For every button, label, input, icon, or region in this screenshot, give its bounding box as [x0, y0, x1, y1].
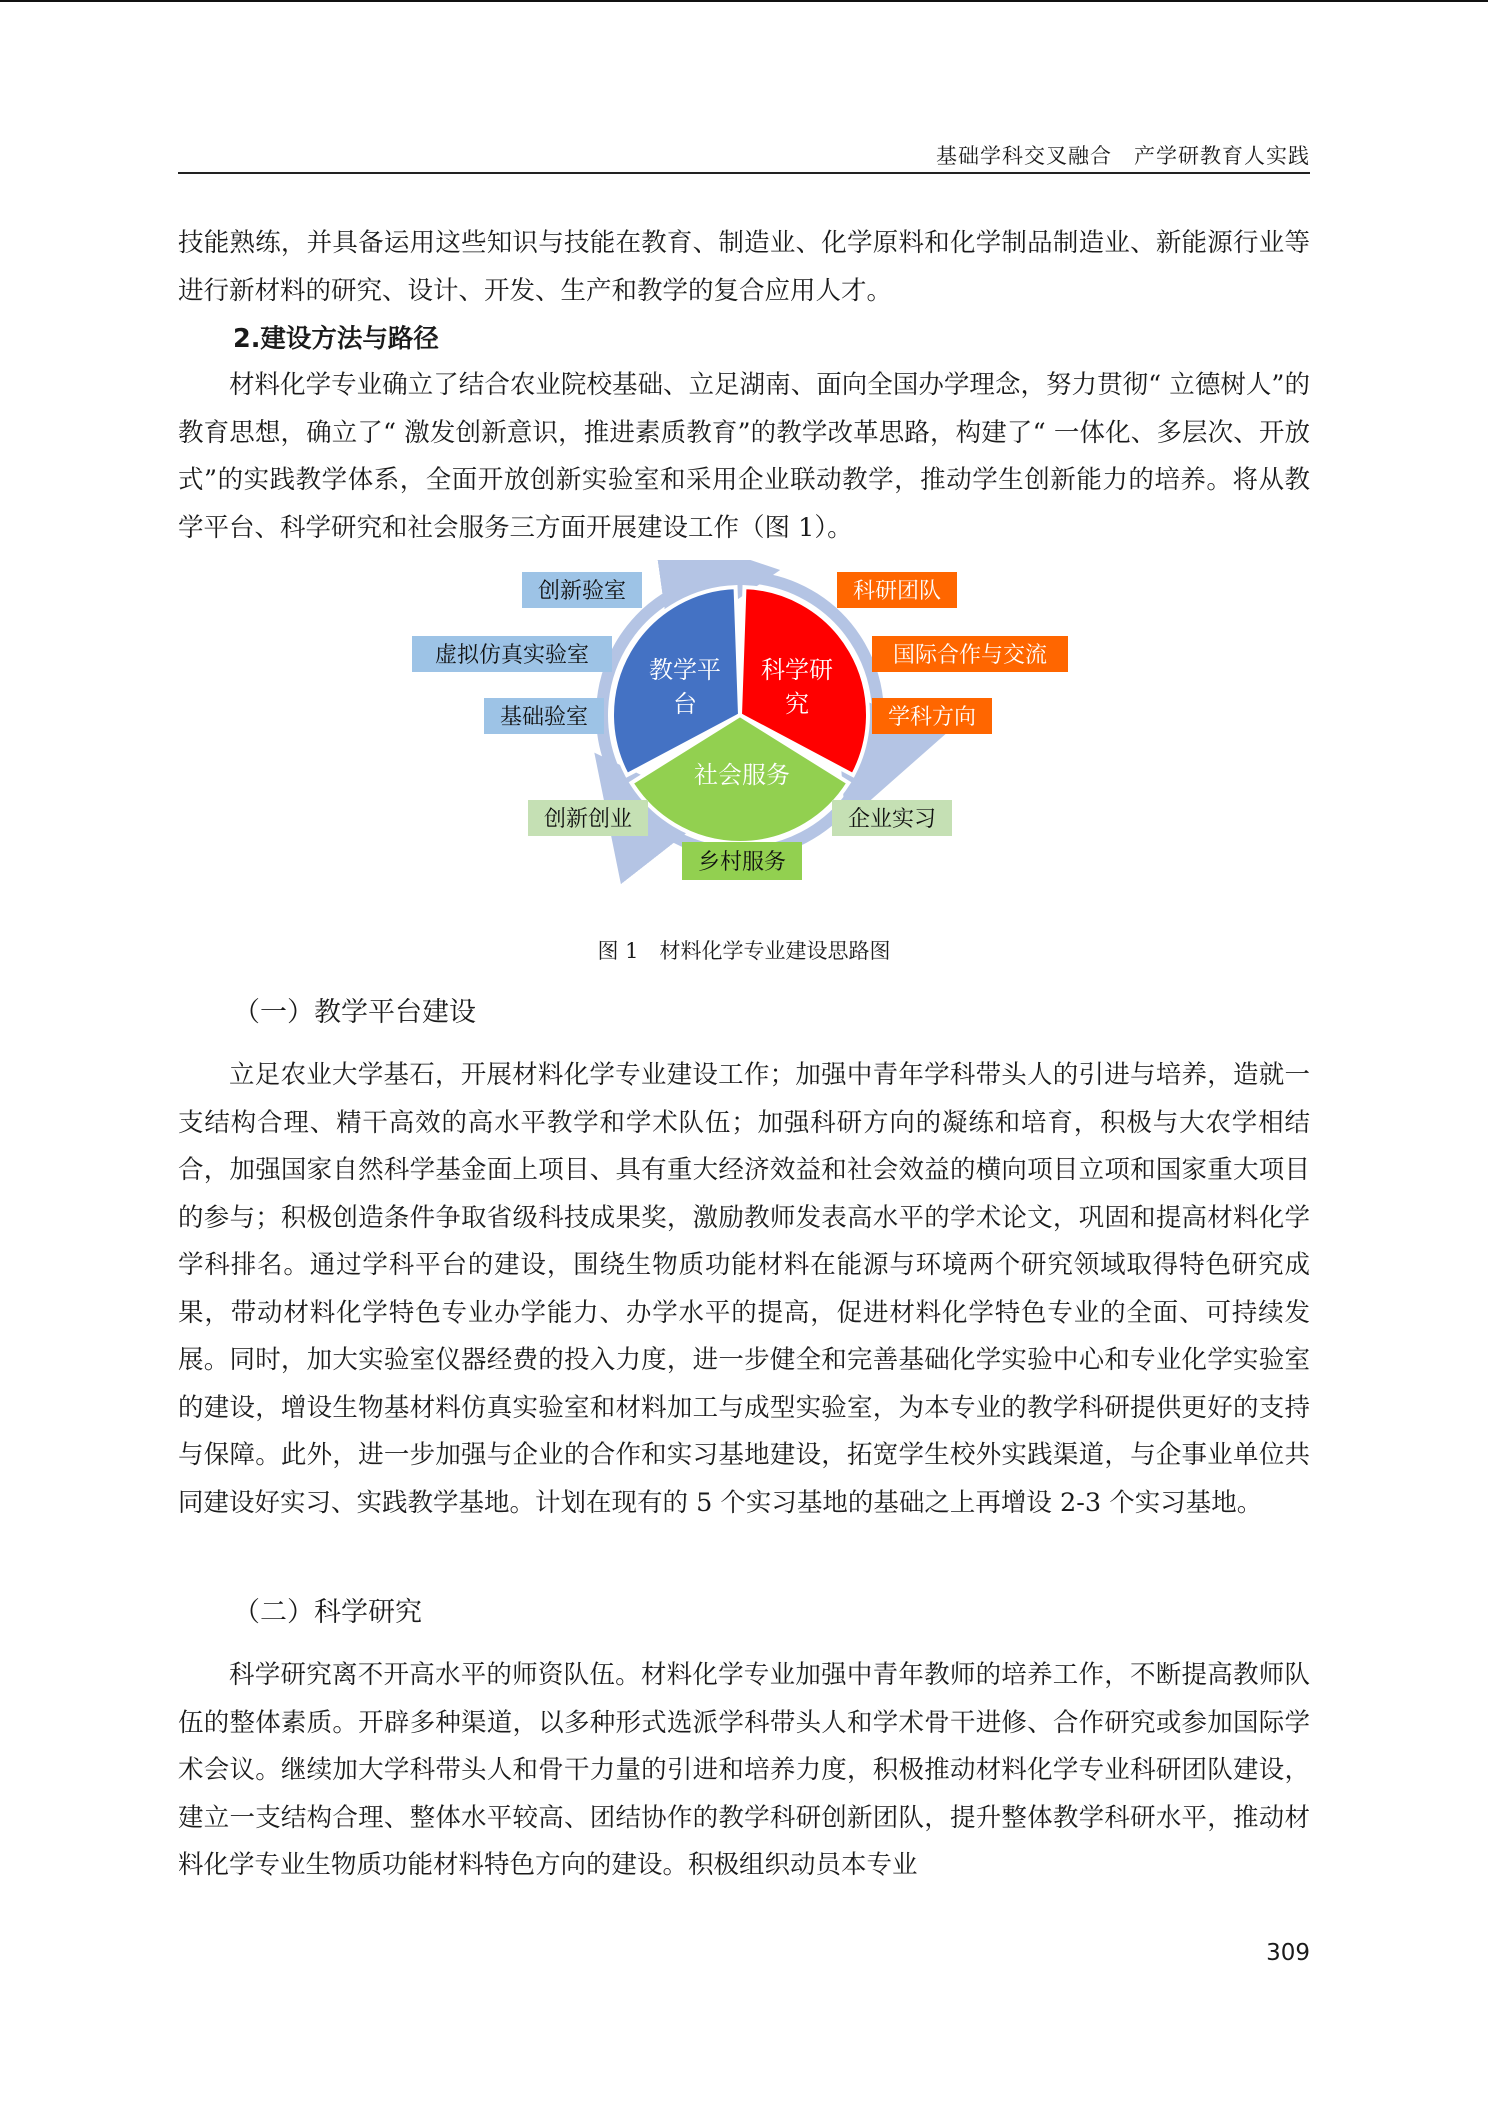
center-bottom-box-label: 乡村服务 [697, 850, 787, 875]
left-box-label: 基础验室 [499, 705, 589, 730]
header-rule [178, 172, 1310, 174]
segment-label: 科学研 [761, 656, 833, 684]
figure-caption: 图 1 材料化学专业建设思路图 [597, 939, 891, 963]
right-box-label: 国际合作与交流 [892, 643, 1048, 668]
segment-label: 社会服务 [694, 761, 790, 789]
bottom-box-label: 创新创业 [543, 807, 633, 832]
running-header: 基础学科交叉融合 产学研教育人实践 [936, 144, 1310, 168]
section-title-teaching-platform: （一）教学平台建设 [233, 997, 476, 1028]
paragraph: 立足农业大学基石，开展材料化学专业建设工作；加强中青年学科带头人的引进与培养，造就一支结构合理、精干高效的高水平教学和学术队伍；加强科研方向的凝练和培育，积极与大农学相结合，加强国家自然科学基金面上项目、具有重大经济效益和社会效益的横向项目立项和国家重大项目的参与；积极创造条件争取省级科技成果奖，激励教师发表高水平的学术论文，巩固和提高材料化学学科排名。通过学科平台的建设，围绕生物质功能材料在能源与环境两个研究领域取得特色研究成果，带动材料化学特色专业办学能力、办学水平的提高，促进材料化学特色专业的全面、可持续发展。同时，加大实验室仪器经费的投入力度，进一步健全和完善基础化学实验中心和专业化学实验室的建设，增设生物基材料仿真实验室和材料加工与成型实验室，为本专业的教学科研提供更好的支持与保障。此外，进一步加强与企业的合作和实习基地建设，拓宽学生校外实践渠道，与企事业单位共同建设好实习、实践教学基地。计划在现有的 5 个实习基地的基础之上再增设 2-3 个实习基地。 [178, 1060, 1310, 1518]
left-box-label: 创新验室 [537, 579, 627, 604]
page-top-border [0, 0, 1488, 2]
page-number: 309 [1266, 1940, 1310, 1966]
segment-label: 教学平 [649, 656, 721, 684]
construction-roadmap-diagram [400, 560, 1080, 890]
cycle-segments [612, 587, 868, 843]
right-box-label: 科研团队 [852, 579, 942, 604]
segment-label: 台 [673, 690, 697, 718]
right-box-label: 学科方向 [887, 705, 977, 730]
bottom-box-label: 企业实习 [847, 807, 937, 832]
section-2-body [178, 1652, 1310, 1890]
section-1-body [178, 1052, 1310, 1527]
intro-paragraph-1 [178, 220, 1310, 315]
section-title-scientific-research: （二）科学研究 [233, 1597, 422, 1628]
intro-paragraph-2 [178, 362, 1310, 552]
paragraph: 技能熟练，并具备运用这些知识与技能在教育、制造业、化学原料和化学制品制造业、新能源行业等进行新材料的研究、设计、开发、生产和教学的复合应用人才。 [178, 228, 1310, 306]
paragraph: 科学研究离不开高水平的师资队伍。材料化学专业加强中青年教师的培养工作，不断提高教师队伍的整体素质。开辟多种渠道，以多种形式选派学科带头人和学术骨干进修、合作研究或参加国际学术会议。继续加大学科带头人和骨干力量的引进和培养力度，积极推动材料化学专业科研团队建设，建立一支结构合理、整体水平较高、团结协作的教学科研创新团队，提升整体教学科研水平，推动材料化学专业生物质功能材料特色方向的建设。积极组织动员本专业 [178, 1660, 1310, 1880]
paragraph: 材料化学专业确立了结合农业院校基础、立足湖南、面向全国办学理念，努力贯彻“ 立德树人”的教育思想，确立了“ 激发创新意识，推进素质教育”的教学改革思路，构建了“ 一体化、多层次、开放式”的实践教学体系，全面开放创新实验室和采用企业联动教学，推动学生创新能力的培养。将从教学平台、科学研究和社会服务三方面开展建设工作（图 1）。 [178, 370, 1310, 543]
segment-label: 究 [785, 690, 809, 718]
left-box-label: 虚拟仿真实验室 [434, 643, 590, 668]
subheading: 2.建设方法与路径 [233, 324, 439, 354]
